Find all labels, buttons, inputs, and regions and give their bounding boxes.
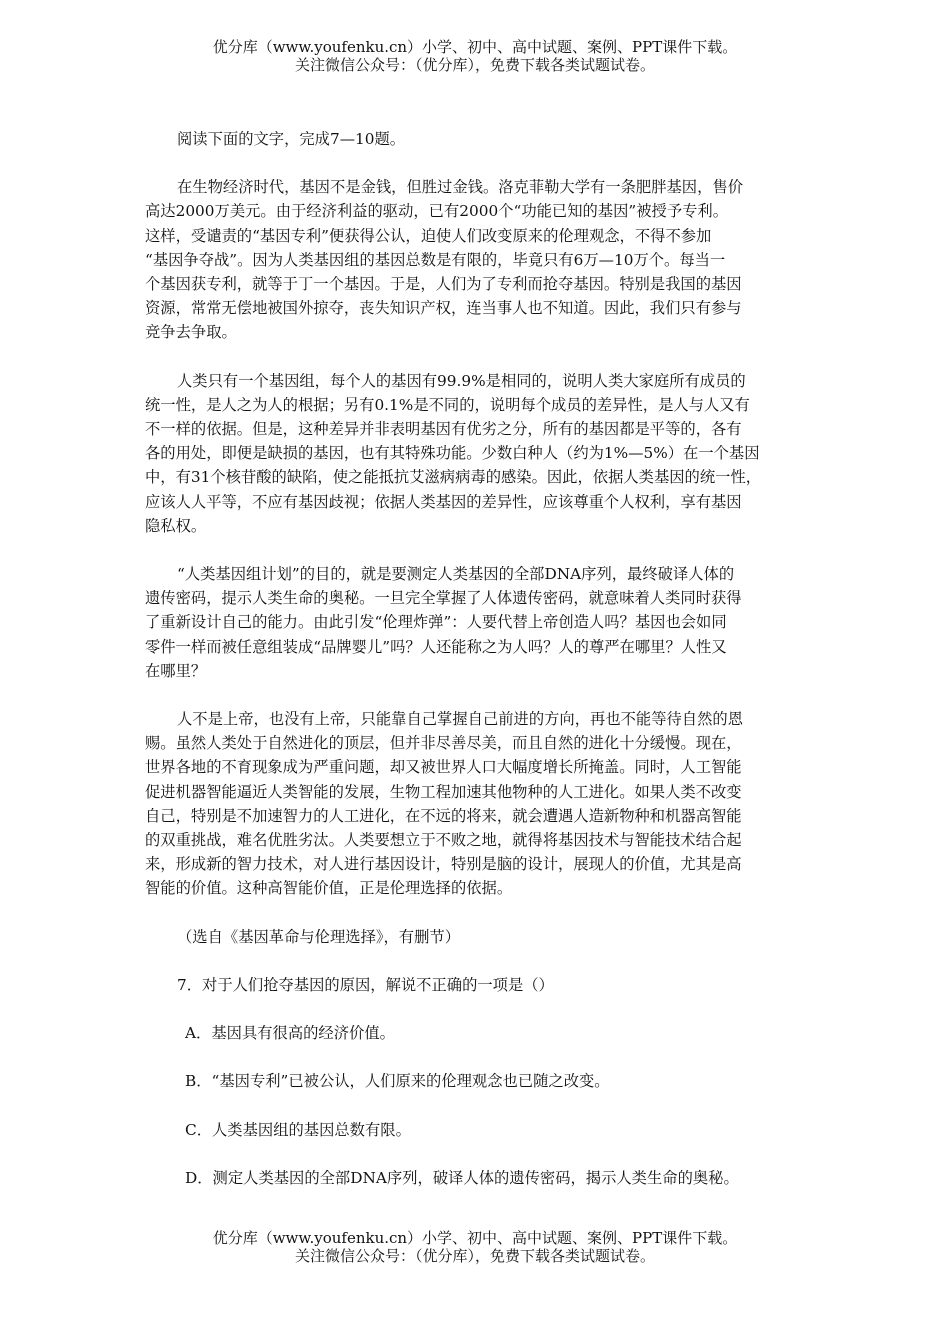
paragraph-line: 中，有31个核苷酸的缺陷，使之能抵抗艾滋病病毒的感染。因此，依据人类基因的统一性， <box>145 468 762 487</box>
paragraph-line: 的双重挑战，难名优胜劣汰。人类要想立于不败之地，就得将基因技术与智能技术结合起 <box>145 831 742 850</box>
paragraph-line: 隐私权。 <box>145 516 207 535</box>
option-c: C．人类基因组的基因总数有限。 <box>185 1120 411 1139</box>
footer-line-2: 关注微信公众号：（优分库），免费下载各类试题试卷。 <box>294 1247 655 1265</box>
paragraph-3 <box>145 562 815 683</box>
paragraph-line: 人类只有一个基因组，每个人的基因有99.9%是相同的，说明人类大家庭所有成员的 <box>177 371 746 390</box>
paragraph-line: 个基因获专利，就等于丁一个基因。于是，人们为了专利而抢夺基因。特别是我国的基因 <box>145 275 742 294</box>
page-footer <box>0 1229 950 1265</box>
paragraph-1 <box>145 175 815 344</box>
paragraph-line: 世界各地的不育现象成为严重问题，却又被世界人口大幅度增长所掩盖。同时，人工智能 <box>145 758 742 777</box>
paragraph-2 <box>145 369 815 538</box>
paragraph-line: 统一性，是人之为人的根据；另有0.1%是不同的，说明每个成员的差异性，是人与人又有 <box>145 395 750 414</box>
paragraph-line: 赐。虽然人类处于自然进化的顶层，但并非尽善尽美，而且自然的进化十分缓慢。现在， <box>145 734 742 753</box>
paragraph-line: 自己，特别是不加速智力的人工进化，在不远的将来，就会遭遇人造新物种和机器高智能 <box>145 806 742 825</box>
paragraph-line: 来，形成新的智力技术，对人进行基因设计，特别是脑的设计，展现人的价值，尤其是高 <box>145 855 742 874</box>
paragraph-line: “基因争夺战”。因为人类基因组的基因总数是有限的，毕竟只有6万—10万个。每当一 <box>145 250 726 269</box>
paragraph-line: 应该人人平等，不应有基因歧视；依据人类基因的差异性，应该尊重个人权利，享有基因 <box>145 492 742 511</box>
paragraph-line: 智能的价值。这种高智能价值，正是伦理选择的依据。 <box>145 879 513 898</box>
paragraph-line: 遗传密码，提示人类生命的奥秘。一旦完全掌握了人体遗传密码，就意味着人类同时获得 <box>145 589 742 608</box>
option-d: D．测定人类基因的全部DNA序列，破译人体的遗传密码，揭示人类生命的奥秘。 <box>185 1168 739 1187</box>
paragraph-line: “人类基因组计划”的目的，就是要测定人类基因的全部DNA序列，最终破译人体的 <box>177 565 735 584</box>
document-body <box>145 127 815 1190</box>
option-a: A．基因具有很高的经济价值。 <box>185 1024 395 1043</box>
paragraph-line: 在哪里？ <box>145 661 207 680</box>
paragraph-line: 零件一样而被任意组装成“品牌婴儿”吗？人还能称之为人吗？人的尊严在哪里？人性又 <box>145 637 727 656</box>
paragraph-line: 了重新设计自己的能力。由此引发“伦理炸弹”：人要代替上帝创造人吗？基因也会如同 <box>145 613 727 632</box>
paragraph-line: 资源，常常无偿地被国外掠夺，丧失知识产权，连当事人也不知道。因此，我们只有参与 <box>145 299 742 318</box>
option-b: B．“基因专利”已被公认，人们原来的伦理观念也已随之改变。 <box>185 1072 610 1091</box>
paragraph-line: 在生物经济时代，基因不是金钱，但胜过金钱。洛克菲勒大学有一条肥胖基因，售价 <box>177 178 743 197</box>
reading-instruction: 阅读下面的文字，完成7—10题。 <box>177 130 406 148</box>
paragraph-4 <box>145 707 815 901</box>
paragraph-line: 这样，受谴责的“基因专利”便获得公认，迫使人们改变原来的伦理观念，不得不参加 <box>145 226 712 245</box>
page-header <box>0 38 950 74</box>
paragraph-line: 人不是上帝，也没有上帝，只能靠自己掌握自己前进的方向，再也不能等待自然的恩 <box>177 710 743 729</box>
header-line-1: 优分库（www.youfenku.cn）小学、初中、高中试题、案例、PPT课件下载。 <box>212 38 738 56</box>
paragraph-line: 竞争去争取。 <box>145 323 237 342</box>
paragraph-line: 促进机器智能逼近人类智能的发展，生物工程加速其他物种的人工进化。如果人类不改变 <box>145 782 742 801</box>
paragraph-line: 高达2000万美元。由于经济利益的驱动，已有2000个“功能已知的基因”被授予专利。 <box>145 202 729 221</box>
paragraph-line: 各的用处，即便是缺损的基因，也有其特殊功能。少数白种人（约为1%—5%）在一个基因 <box>145 444 760 463</box>
source-citation: （选自《基因革命与伦理选择》，有删节） <box>177 927 460 946</box>
header-line-2: 关注微信公众号：（优分库），免费下载各类试题试卷。 <box>294 56 655 74</box>
question-stem: 7．对于人们抢夺基因的原因，解说不正确的一项是（） <box>177 975 554 994</box>
paragraph-line: 不一样的依据。但是，这种差异并非表明基因有优劣之分，所有的基因都是平等的，各有 <box>145 420 742 439</box>
footer-line-1: 优分库（www.youfenku.cn）小学、初中、高中试题、案例、PPT课件下载。 <box>212 1229 738 1247</box>
